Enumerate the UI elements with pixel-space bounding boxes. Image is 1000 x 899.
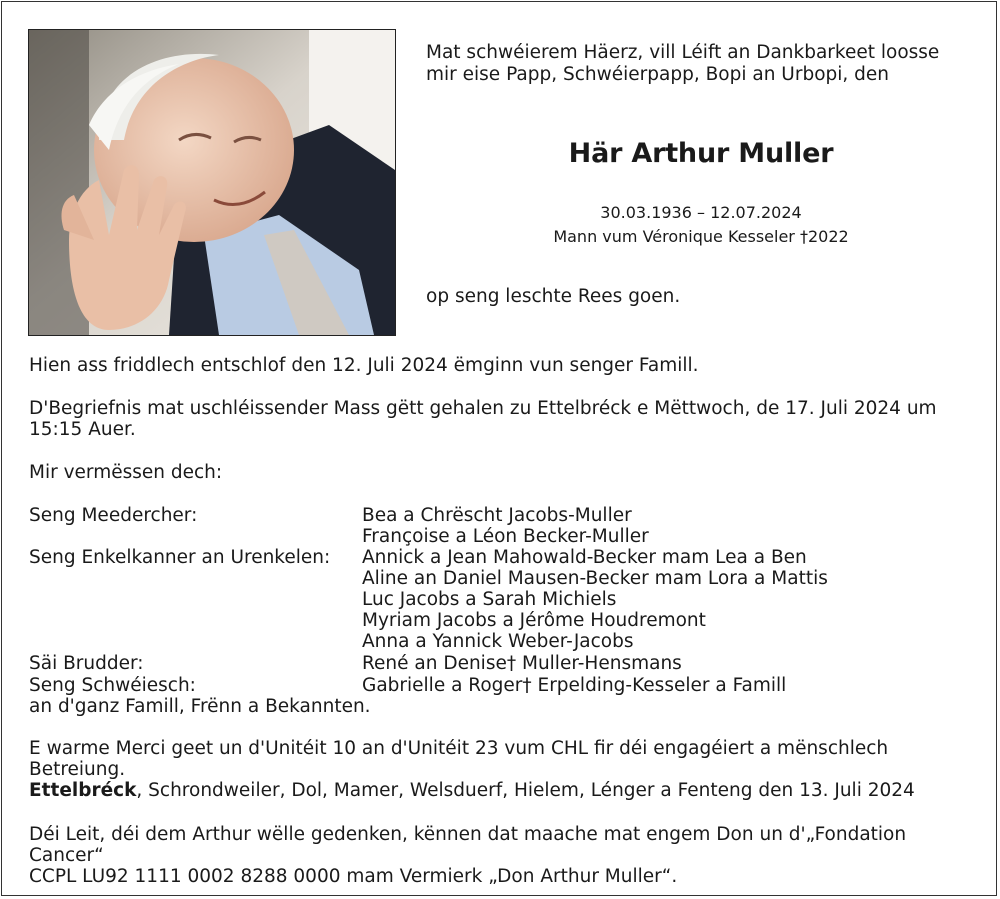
thanks-text: E warme Merci geet un d'Unitéit 10 an d'Unitéit 23 vum CHL fir déi engagéiert a mënschlech Betreiung. <box>29 738 889 780</box>
donation-line-2: CCPL LU92 1111 0002 8288 0000 mam Vermierk „Don Arthur Muller“. <box>29 866 678 887</box>
brother-label: Säi Brudder: <box>29 653 144 674</box>
journey-text: op seng leschte Rees goen. <box>426 286 681 307</box>
place-bold: Ettelbréck <box>29 780 137 801</box>
spouse-line: Mann vum Véronique Kesseler †2022 <box>553 227 849 246</box>
funeral-line-2: 15:15 Auer. <box>29 419 136 440</box>
portrait-photo <box>28 29 396 336</box>
intro-text <box>426 42 976 86</box>
mourners-heading: Mir vermëssen dech: <box>29 462 223 483</box>
intro-line-1: Mat schwéierem Häerz, vill Léift an Dankbarkeet loosse <box>426 42 940 63</box>
donation-info <box>29 824 974 887</box>
relative-name: Annick a Jean Mahowald-Becker mam Lea a Ben <box>362 547 807 568</box>
family-line: an d'ganz Famill, Frënn a Bekannten. <box>29 696 371 717</box>
donation-line-1: Déi Leit, déi dem Arthur wëlle gedenken, kënnen dat maache mat engem Don un d'„Fondation Cancer“ <box>29 824 907 866</box>
relative-name: Aline an Daniel Mausen-Becker mam Lora a Mattis <box>362 568 828 589</box>
places-date-line <box>29 780 974 801</box>
relative-name: René an Denise† Muller-Hensmans <box>362 653 682 674</box>
life-dates-block <box>426 201 976 249</box>
daughters-label: Seng Meedercher: <box>29 505 198 526</box>
grandchildren-label: Seng Enkelkanner an Urenkelen: <box>29 547 331 568</box>
relative-name: Anna a Yannick Weber-Jacobs <box>362 631 634 652</box>
funeral-line-1: D'Begriefnis mat uschléissender Mass gëtt gehalen zu Ettelbréck e Mëttwoch, de 17. Juli 2024 um <box>29 398 937 419</box>
funeral-info <box>29 398 974 440</box>
relative-name: Myriam Jacobs a Jérôme Houdremont <box>362 610 706 631</box>
sister-label: Seng Schwéiesch: <box>29 675 196 696</box>
relative-name: Luc Jacobs a Sarah Michiels <box>362 589 617 610</box>
places-rest: , Schrondweiler, Dol, Mamer, Welsduerf, Hielem, Lénger a Fenteng den 13. Juli 2024 <box>136 780 915 801</box>
life-dates: 30.03.1936 – 12.07.2024 <box>600 203 802 222</box>
intro-line-2: mir eise Papp, Schwéierpapp, Bopi an Urbopi, den <box>426 64 890 85</box>
passed-text: Hien ass friddlech entschlof den 12. Juli 2024 ëmginn vun senger Famill. <box>29 355 699 376</box>
relative-name: Gabrielle a Roger† Erpelding-Kesseler a Famill <box>362 675 787 696</box>
relative-name: Bea a Chrëscht Jacobs-Muller <box>362 505 632 526</box>
deceased-name: Här Arthur Muller <box>568 138 834 169</box>
relative-name: Françoise a Léon Becker-Muller <box>362 526 649 547</box>
